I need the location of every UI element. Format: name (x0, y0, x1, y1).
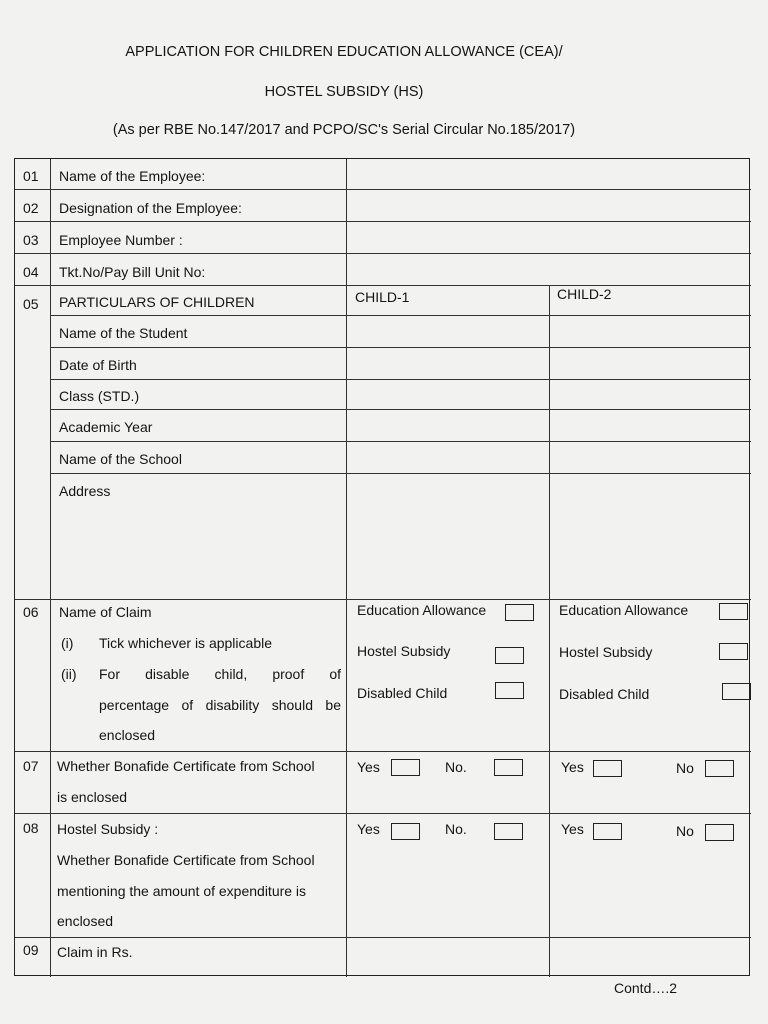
note-i-number: (i) (61, 635, 74, 651)
row-number-05: 05 (23, 296, 39, 312)
hostel-subsidy-line3: mentioning the amount of expenditure is (57, 883, 307, 899)
child2-education-allowance-checkbox[interactable] (719, 603, 748, 620)
child2-bonafide-yes-checkbox[interactable] (593, 760, 622, 777)
date-of-birth-label: Date of Birth (59, 357, 137, 373)
academic-year-label: Academic Year (59, 419, 153, 435)
row-number-01: 01 (23, 168, 39, 184)
address-label: Address (59, 483, 111, 499)
school-name-label: Name of the School (59, 451, 182, 467)
class-label: Class (STD.) (59, 388, 140, 404)
child1-hostel-yes-checkbox[interactable] (391, 823, 420, 840)
child2-claim-amount-field[interactable] (551, 939, 748, 973)
child-2-heading: CHILD-2 (557, 286, 612, 302)
hostel-subsidy-line1: Hostel Subsidy : (57, 821, 159, 837)
child1-education-allowance-label: Education Allowance (357, 602, 487, 618)
row-number-06: 06 (23, 604, 39, 620)
form-subtitle: (As per RBE No.147/2017 and PCPO/SC's Serial Circular No.185/2017) (112, 122, 576, 138)
col-divider-number (50, 159, 51, 977)
child2-bonafide-no-checkbox[interactable] (705, 760, 734, 777)
name-of-claim-label: Name of Claim (59, 604, 152, 620)
child1-bonafide-no-checkbox[interactable] (494, 759, 523, 776)
child1-hostel-no-label: No. (445, 821, 467, 837)
hostel-subsidy-line2: Whether Bonafide Certificate from School (57, 852, 315, 868)
child1-claim-amount-field[interactable] (348, 939, 546, 973)
row-number-08: 08 (23, 820, 39, 836)
form-title-line1: APPLICATION FOR CHILDREN EDUCATION ALLOWANCE (CEA)/ (125, 44, 563, 60)
ticket-paybill-label: Tkt.No/Pay Bill Unit No: (59, 264, 206, 280)
note-ii-number: (ii) (61, 666, 77, 682)
child1-hostel-subsidy-checkbox[interactable] (495, 647, 524, 664)
child1-hostel-yes-label: Yes (357, 821, 380, 837)
child1-disabled-child-label: Disabled Child (357, 685, 448, 701)
child1-education-allowance-checkbox[interactable] (505, 604, 534, 621)
child2-education-allowance-label: Education Allowance (559, 602, 689, 618)
col-divider-label (346, 159, 347, 977)
child1-bonafide-yes-checkbox[interactable] (391, 759, 420, 776)
child1-bonafide-no-label: No. (445, 759, 467, 775)
col-divider-child (549, 285, 550, 977)
particulars-of-children-heading: PARTICULARS OF CHILDREN (59, 294, 255, 310)
child2-bonafide-no-label: No (676, 760, 694, 776)
employee-number-label: Employee Number : (59, 232, 183, 248)
employee-name-field[interactable] (348, 161, 748, 188)
row-number-03: 03 (23, 232, 39, 248)
child2-hostel-yes-checkbox[interactable] (593, 823, 622, 840)
child1-bonafide-yes-label: Yes (357, 759, 380, 775)
child2-disabled-child-checkbox[interactable] (722, 683, 751, 700)
claim-amount-label: Claim in Rs. (57, 944, 133, 960)
designation-label: Designation of the Employee: (59, 200, 242, 216)
child-1-heading: CHILD-1 (355, 289, 410, 305)
row-number-09: 09 (23, 942, 39, 958)
note-ii-line1: For disable child, proof of (99, 666, 341, 682)
employee-number-field[interactable] (348, 224, 748, 251)
child2-hostel-yes-label: Yes (561, 821, 584, 837)
child2-hostel-no-checkbox[interactable] (705, 824, 734, 841)
ticket-paybill-field[interactable] (348, 256, 748, 283)
child1-hostel-no-checkbox[interactable] (494, 823, 523, 840)
bonafide-certificate-line1: Whether Bonafide Certificate from School (57, 758, 315, 774)
child2-hostel-subsidy-checkbox[interactable] (719, 643, 748, 660)
form-title-line2: HOSTEL SUBSIDY (HS) (264, 84, 424, 100)
note-ii-line3: enclosed (99, 727, 156, 743)
designation-field[interactable] (348, 192, 748, 219)
note-i-text: Tick whichever is applicable (99, 635, 272, 651)
child2-bonafide-yes-label: Yes (561, 759, 584, 775)
child2-disabled-child-label: Disabled Child (559, 686, 650, 702)
child1-hostel-subsidy-label: Hostel Subsidy (357, 643, 451, 659)
bonafide-certificate-line2: is enclosed (57, 789, 128, 805)
application-form-table (14, 158, 750, 976)
row-number-04: 04 (23, 264, 39, 280)
child1-disabled-child-checkbox[interactable] (495, 682, 524, 699)
row-number-02: 02 (23, 200, 39, 216)
hostel-subsidy-line4: enclosed (57, 913, 114, 929)
continued-page-marker: Contd….2 (614, 980, 678, 996)
row-number-07: 07 (23, 758, 39, 774)
child2-hostel-no-label: No (676, 823, 694, 839)
child2-hostel-subsidy-label: Hostel Subsidy (559, 644, 653, 660)
note-ii-line2: percentage of disability should be (99, 697, 341, 713)
employee-name-label: Name of the Employee: (59, 168, 206, 184)
student-name-label: Name of the Student (59, 325, 188, 341)
